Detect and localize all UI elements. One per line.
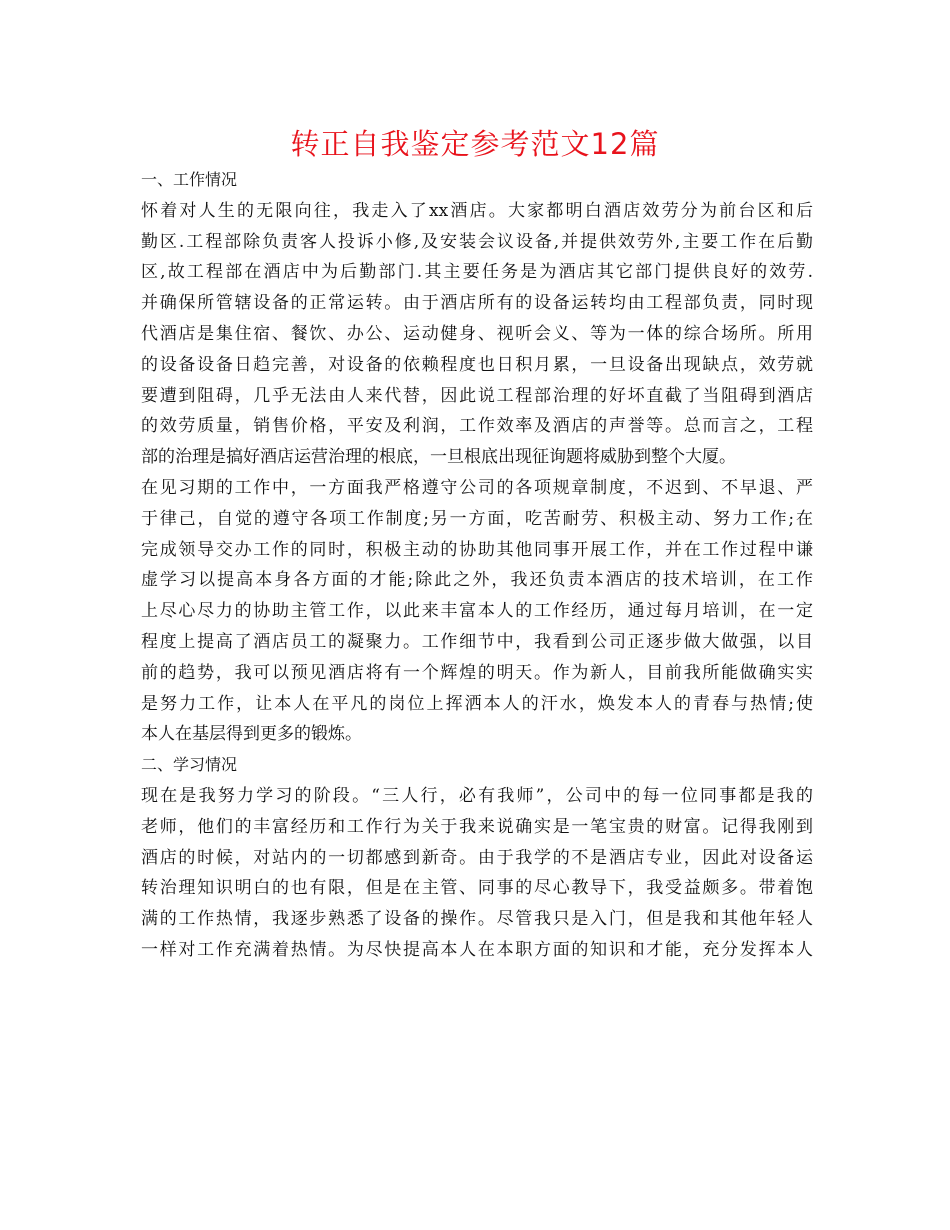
text-line: 要遭到阻碍，几乎无法由人来代替，因此说工程部治理的好坏直截了当阻碍到酒店 [141,385,813,406]
text-line: 转治理知识明白的也有限，但是在主管、同事的尽心教导下，我受益颇多。带着饱 [141,878,813,899]
text-line: 前的趋势，我可以预见酒店将有一个辉煌的明天。作为新人，目前我所能做确实实 [141,662,813,683]
text-line: 的效劳质量，销售价格，平安及利润，工作效率及酒店的声誉等。总而言之，工程 [141,416,813,437]
text-line: 部的治理是搞好酒店运营治理的根底，一旦根底出现征询题将威胁到整个大厦。 [141,447,736,468]
text-line: 代酒店是集住宿、餐饮、办公、运动健身、视听会义、等为一体的综合场所。所用 [141,323,813,344]
text-line: 并确保所管辖设备的正常运转。由于酒店所有的设备运转均由工程部负责，同时现 [141,293,813,314]
text-line: 的设备设备日趋完善，对设备的依赖程度也日积月累，一旦设备出现缺点，效劳就 [141,354,813,375]
text-line: 完成领导交办工作的同时，积极主动的协助其他同事开展工作，并在工作过程中谦 [141,539,813,560]
text-line: 怀着对人生的无限向往，我走入了xx酒店。大家都明白酒店效劳分为前台区和后 [141,200,813,221]
text-line: 虚学习以提高本身各方面的才能;除此之外，我还负责本酒店的技术培训，在工作 [141,570,813,591]
text-line: 老师，他们的丰富经历和工作行为关于我来说确实是一笔宝贵的财富。记得我刚到 [141,816,813,837]
document-body [141,165,813,966]
text-line: 是努力工作，让本人在平凡的岗位上挥洒本人的汗水，焕发本人的青春与热情;使 [141,693,813,714]
section-heading: 一、工作情况 [141,170,238,189]
text-line: 区,故工程部在酒店中为后勤部门.其主要任务是为酒店其它部门提供良好的效劳. [141,262,813,283]
document-title: 转正自我鉴定参考范文12篇 [290,127,660,161]
text-line: 一样对工作充满着热情。为尽快提高本人在本职方面的知识和才能，充分发挥本人 [141,939,813,960]
text-line: 在见习期的工作中，一方面我严格遵守公司的各项规章制度，不迟到、不早退、严 [141,477,813,498]
text-line: 上尽心尽力的协助主管工作，以此来丰富本人的工作经历，通过每月培训，在一定 [141,601,813,622]
section-heading: 二、学习情况 [141,755,238,775]
text-line: 本人在基层得到更多的锻炼。 [141,724,362,745]
text-line: 程度上提高了酒店员工的凝聚力。工作细节中，我看到公司正逐步做大做强，以目 [141,631,813,652]
text-line: 现在是我努力学习的阶段。“三人行，必有我师”，公司中的每一位同事都是我的 [141,785,813,806]
text-line: 满的工作热情，我逐步熟悉了设备的操作。尽管我只是入门，但是我和其他年轻人 [141,909,813,930]
text-line: 酒店的时候，对站内的一切都感到新奇。由于我学的不是酒店专业，因此对设备运 [141,847,813,868]
text-line: 于律己，自觉的遵守各项工作制度;另一方面，吃苦耐劳、积极主动、努力工作;在 [141,508,813,529]
text-line: 勤区.工程部除负责客人投诉小修,及安装会议设备,并提供效劳外,主要工作在后勤 [141,231,813,252]
